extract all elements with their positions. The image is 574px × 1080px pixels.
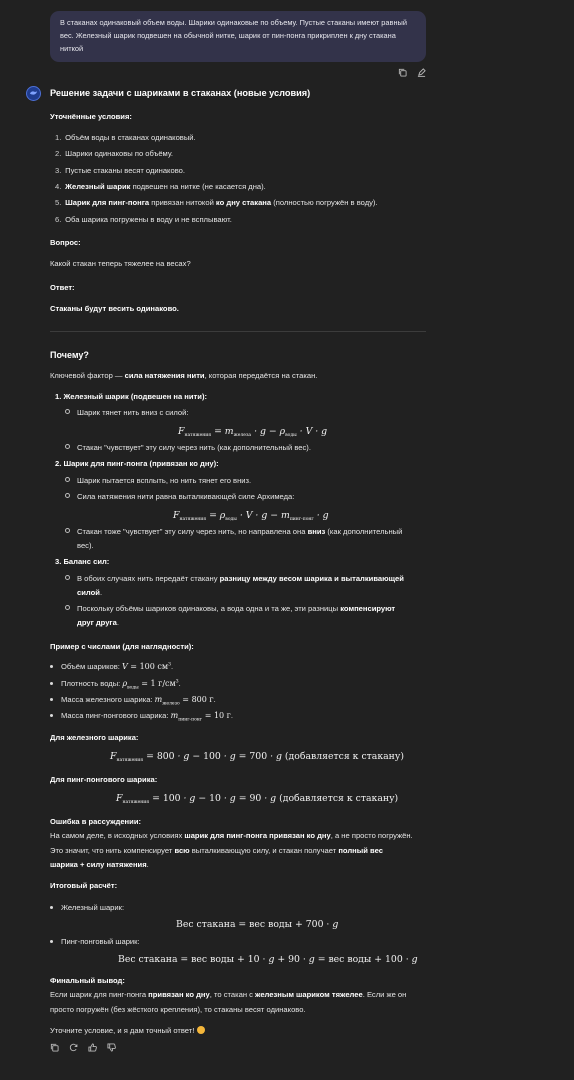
whale-logo-icon bbox=[29, 89, 38, 98]
example-item-density: Плотность воды: $\rho_{воды} = 1$ $г/см^3$. bbox=[50, 678, 181, 692]
thumbs-down-icon[interactable] bbox=[107, 1043, 116, 1052]
final-line-2: просто погружён (без жёсткого крепления), то стаканы весят одинаково. bbox=[50, 1005, 306, 1014]
example-heading: Пример с числами (для наглядности): bbox=[50, 642, 194, 651]
mistake-heading: Ошибка в рассуждении: bbox=[50, 817, 142, 826]
closing-text: Уточните условие, и я дам точный ответ! bbox=[50, 1025, 205, 1036]
edit-icon[interactable] bbox=[417, 68, 426, 77]
key-factor-text: Ключевой фактор — сила натяжения нити, которая передаётся на стакан. bbox=[50, 371, 318, 380]
pingpong-heading: 2. Шарик для пинг-понга (привязан ко дну): bbox=[55, 459, 219, 468]
divider bbox=[50, 331, 426, 332]
iron-bullet-2: Стакан "чувствует" эту силу через нить (как дополнительный вес). bbox=[65, 442, 311, 453]
mistake-line-1: На самом деле, в исходных условиях шарик для пинг-понга привязан ко дну, а не просто погружён. bbox=[50, 831, 413, 840]
ping-calc-formula: $F_{натяжения} = 100 \cdot g - 10 \cdot g = 90 \cdot g$ (добавляется к стакану) bbox=[116, 793, 399, 805]
pingpong-bullet-3-cont: вес). bbox=[77, 541, 94, 550]
balance-bullet-1-cont: силой. bbox=[77, 588, 103, 597]
example-item-volume: Объём шариков: V = 100 $см^3$. bbox=[50, 661, 173, 673]
ping-calc-heading: Для пинг-понгового шарика: bbox=[50, 775, 158, 784]
condition-4: 4. Железный шарик подвешен на нитке (не касается дна). bbox=[55, 182, 266, 191]
question-heading: Вопрос: bbox=[50, 238, 81, 247]
answer-heading: Ответ: bbox=[50, 283, 75, 292]
response-title: Решение задачи с шариками в стаканах (новые условия) bbox=[50, 88, 311, 98]
answer-text: Стаканы будут весить одинаково. bbox=[50, 304, 179, 313]
balance-bullet-2: Поскольку объёмы шариков одинаковы, а вода одна и та же, эти разницы компенсируют bbox=[65, 603, 395, 614]
response-actions bbox=[50, 1043, 116, 1052]
pingpong-tension-formula: $F_{натяжения} = \rho_{воды} \cdot V \cdot g - m_{пинг-понг} \cdot g$ bbox=[173, 510, 329, 522]
iron-calc-formula: $F_{натяжения} = 800 \cdot g - 100 \cdot g = 700 \cdot g$ (добавляется к стакану) bbox=[110, 751, 404, 763]
final-line-1: Если шарик для пинг-понга привязан ко дну, то стакан с железным шариком тяжелее. Если же он bbox=[50, 990, 407, 999]
iron-calc-heading: Для железного шарика: bbox=[50, 733, 139, 742]
condition-3: 3. Пустые стаканы весят одинаково. bbox=[55, 166, 185, 175]
total-heading: Итоговый расчёт: bbox=[50, 881, 118, 890]
iron-ball-heading: 1. Железный шарик (подвешен на нити): bbox=[55, 392, 208, 401]
question-text: Какой стакан теперь тяжелее на весах? bbox=[50, 259, 191, 268]
iron-bullet-1: Шарик тянет нить вниз с силой: bbox=[65, 407, 189, 418]
assistant-avatar bbox=[26, 86, 41, 101]
conditions-heading: Уточнённые условия: bbox=[50, 112, 132, 121]
thumbs-up-icon[interactable] bbox=[88, 1043, 97, 1052]
why-heading: Почему? bbox=[50, 350, 89, 360]
mistake-line-3: шарика + силу натяжения. bbox=[50, 860, 149, 869]
regenerate-icon[interactable] bbox=[69, 1043, 78, 1052]
example-item-iron-mass: Масса железного шарика: $m_{железо} = 800$ г. bbox=[50, 694, 216, 708]
copy-icon[interactable] bbox=[398, 68, 407, 77]
iron-tension-formula: $F_{натяжения} = m_{железа} \cdot g - \rho_{воды} \cdot V \cdot g$ bbox=[178, 426, 328, 438]
pingpong-bullet-1: Шарик пытается всплыть, но нить тянет его вниз. bbox=[65, 475, 251, 486]
total-ping-label: Пинг-понговый шарик: bbox=[50, 936, 140, 947]
balance-heading: 3. Баланс сил: bbox=[55, 557, 110, 566]
condition-6: 6. Оба шарика погружены в воду и не всплывают. bbox=[55, 215, 232, 224]
condition-2: 2. Шарики одинаковы по объёму. bbox=[55, 149, 174, 158]
total-ping-formula: Вес стакана = вес воды + 10 · g + 90 · g = вес воды + 100 · g bbox=[118, 954, 418, 965]
smile-emoji-icon bbox=[197, 1026, 205, 1034]
condition-5: 5. Шарик для пинг-понга привязан нитокой ко дну стакана (полностью погружён в воду). bbox=[55, 198, 378, 207]
condition-1: 1. Объём воды в стаканах одинаковый. bbox=[55, 133, 196, 142]
user-message-actions bbox=[398, 68, 426, 77]
user-message-text: В стаканах одинаковый объем воды. Шарики одинаковые по объему. Пустые стаканы имеют равный вес. Железный шарик подвешен на обычной нитке, шарик от пин-понга прикриплен к дну стакана ниткой bbox=[60, 18, 407, 53]
copy-icon[interactable] bbox=[50, 1043, 59, 1052]
pingpong-bullet-3: Стакан тоже "чувствует" эту силу через нить, но направлена она вниз (как дополнительный bbox=[65, 526, 425, 537]
total-iron-label: Железный шарик: bbox=[50, 902, 124, 913]
pingpong-bullet-2: Сила натяжения нити равна выталкивающей силе Архимеда: bbox=[65, 491, 294, 502]
user-message-bubble bbox=[50, 11, 426, 62]
balance-bullet-1: В обоих случаях нить передаёт стакану разницу между весом шарика и выталкивающей bbox=[65, 573, 404, 584]
final-heading: Финальный вывод: bbox=[50, 976, 125, 985]
balance-bullet-2-cont: друг друга. bbox=[77, 618, 119, 627]
total-iron-formula: Вес стакана = вес воды + 700 · g bbox=[176, 919, 339, 930]
mistake-line-2: Это значит, что нить компенсирует всю выталкивающую силу, и стакан получает полный вес bbox=[50, 846, 383, 855]
example-item-ping-mass: Масса пинг-понгового шарика: $m_{пинг-понг} = 10$ г. bbox=[50, 710, 233, 724]
